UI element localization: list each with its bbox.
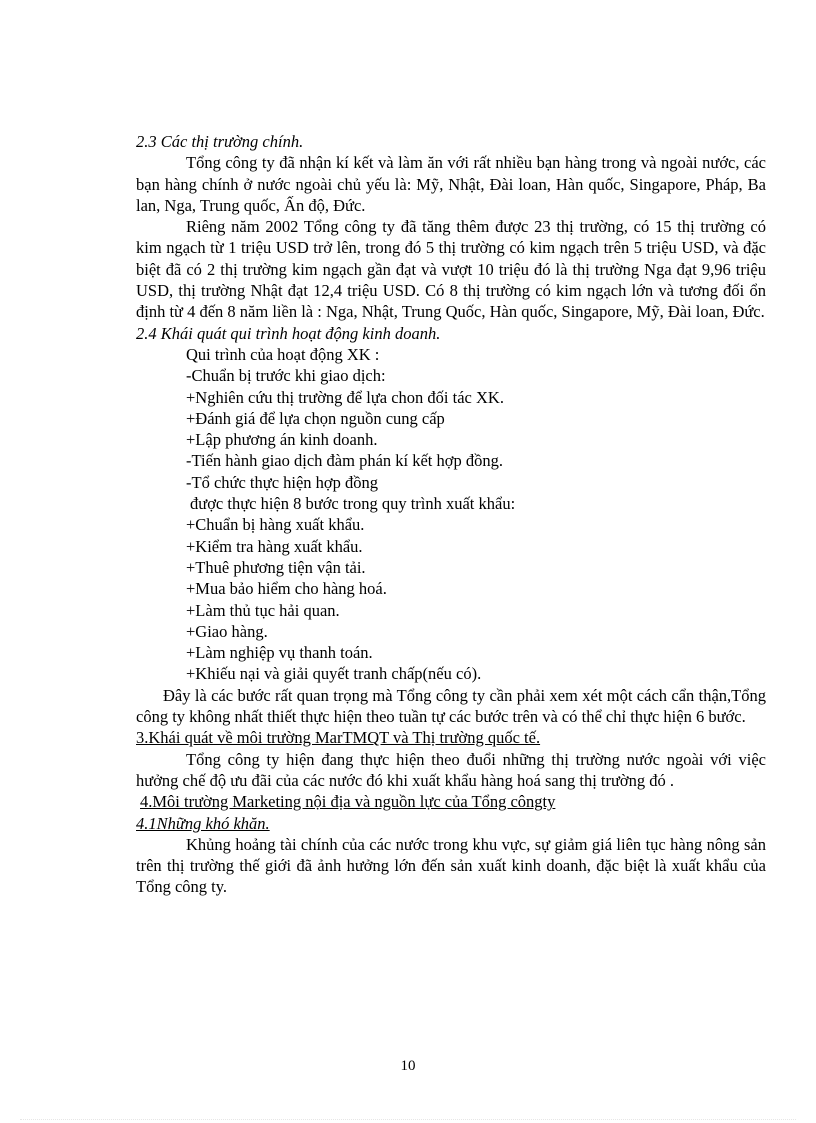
list-item: +Giao hàng. [186,621,268,641]
list-item: -Tổ chức thực hiện hợp đồng [186,472,379,492]
document-body [136,131,766,898]
list-item: +Đánh giá để lựa chọn nguồn cung cấp [186,408,445,428]
footer-divider [20,1119,796,1120]
section-2-3-paragraph-1: Tổng công ty đã nhận kí kết và làm ăn với rất nhiều bạn hàng trong và ngoài nước, các bạn hàng chính ở nước ngoài chủ yếu là: Mỹ, Nhật, Đài loan, Hàn quốc, Singapore, Pháp, Ba lan, Nga, Trung quốc, Ấn độ, Đức. [136,153,766,215]
list-item: +Thuê phương tiện vận tải. [186,557,366,577]
section-3-paragraph: Tổng công ty hiện đang thực hiện theo đuổi những thị trường nước ngoài với việc hưởng chế độ ưu đãi của các nước đó khi xuất khẩu hàng hoá sang thị trường đó . [136,749,766,790]
list-item: +Nghiên cứu thị trường để lựa chon đối tác XK. [186,387,504,407]
page-number: 10 [400,1058,416,1074]
section-2-3-paragraph-2: Riêng năm 2002 Tổng công ty đã tăng thêm được 23 thị trường, có 15 thị trường có kim ngạch từ 1 triệu USD trở lên, trong đó 5 thị trường có kim ngạch trên 5 triệu USD, và đặc biệt đã có 2 thị trường kim ngạch gần đạt và vượt 10 triệu đó là thị trường Nga đạt 9,96 triệu USD, thị trường Nhật đạt 12,4 triệu USD. Có 8 thị trường có kim ngạch lớn và tương đối ổn định từ 4 đến 8 năm liền là : Nga, Nhật, Trung Quốc, Hàn quốc, Singapore, Mỹ, Đài loan, Đức. [136,217,766,322]
list-item: được thực hiện 8 bước trong quy trình xuất khẩu: [190,494,516,514]
list-item: -Chuẩn bị trước khi giao dịch: [186,366,386,386]
list-item: -Tiến hành giao dịch đàm phán kí kết hợp đồng. [186,451,503,471]
list-item: +Chuẩn bị hàng xuất khẩu. [186,515,365,535]
section-2-4-closing-paragraph: Đây là các bước rất quan trọng mà Tổng công ty cần phải xem xét một cách cẩn thận,Tổng công ty không nhất thiết thực hiện theo tuần tự các bước trên và có thể chỉ thực hiện 6 bước. [136,685,766,727]
list-item: +Khiếu nại và giải quyết tranh chấp(nếu có). [186,664,482,684]
section-4-heading: 4.Môi trường Marketing nội địa và nguồn lực của Tổng côngty [140,792,556,812]
section-4-1-heading: 4.1Những khó khăn. [136,813,270,833]
section-2-3-heading: 2.3 Các thị trường chính. [136,132,304,151]
section-4-1-paragraph: Khủng hoảng tài chính của các nước trong khu vực, sự giảm giá liên tục hàng nông sản trên thị trường thế giới đã ảnh hưởng lớn đến sản xuất kinh doanh, đặc biệt là xuất khẩu của Tổng công ty. [136,834,766,897]
process-list [136,344,766,685]
list-item: +Làm nghiệp vụ thanh toán. [186,643,373,663]
list-item: +Làm thủ tục hải quan. [186,600,340,620]
list-item: +Kiểm tra hàng xuất khẩu. [186,536,363,556]
list-item: +Lập phương án kinh doanh. [186,430,378,450]
section-3-heading: 3.Khái quát về môi trường MarTMQT và Thị trường quốc tế. [136,728,541,748]
list-item: +Mua bảo hiểm cho hàng hoá. [186,579,387,599]
list-item: Qui trình của hoạt động XK : [186,344,380,364]
section-2-4-heading: 2.4 Khái quát qui trình hoạt động kinh doanh. [136,323,441,343]
